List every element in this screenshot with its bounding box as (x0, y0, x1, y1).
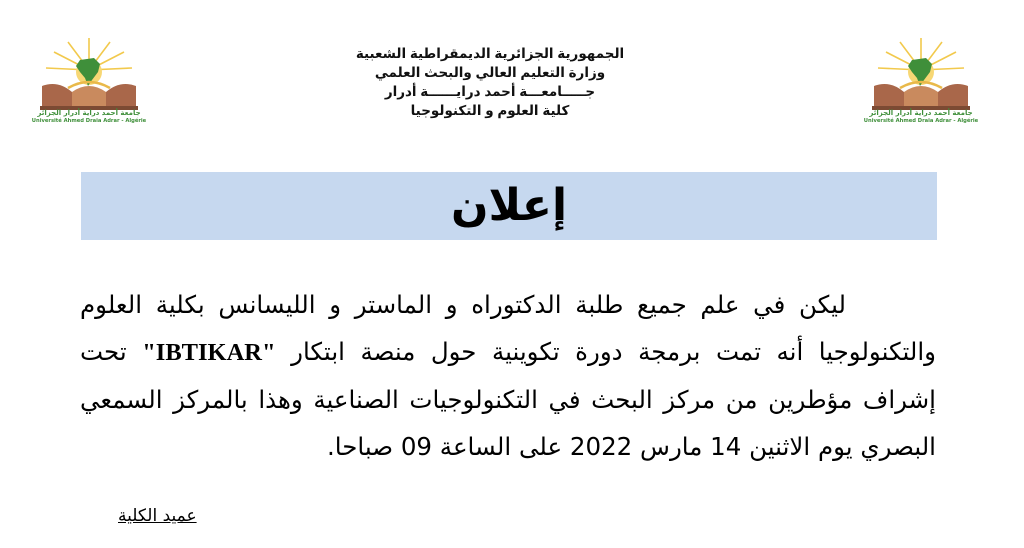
institution-header (330, 44, 650, 120)
header-faculty: كلية العلوم و التكنولوجيا (410, 103, 570, 118)
announcement-body (80, 281, 936, 470)
header-republic: الجمهورية الجزائرية الديمقراطية الشعبية (355, 46, 625, 61)
university-emblem-icon (28, 36, 150, 124)
university-logo-right (860, 36, 982, 124)
platform-name: "IBTIKAR" (142, 339, 276, 366)
university-emblem-icon (860, 36, 982, 124)
body-text-part1: ليكن في علم جميع طلبة الدكتوراه و الماستر و الليسانس بكلية العلوم والتكنولوجيا أنه تمت برمجة دورة تكوينية حول منصة ابتكار (80, 290, 936, 366)
university-logo-left (28, 36, 150, 124)
dean-signature-label: عميد الكلية (118, 506, 197, 526)
announcement-banner (81, 172, 937, 240)
body-text-part2: تحت إشراف مؤطرين من مركز البحث في التكنولوجيات الصناعية وهذا بالمركز السمعي البصري يوم الاثنين 14 مارس 2022 على الساعة 09 صباحا. (80, 337, 936, 461)
header-university: جـــــامعـــة أحمد درايــــــة أدرار (384, 84, 596, 99)
svg-text:جامعة أحمد دراية أدرار الجزائر: جامعة أحمد دراية أدرار الجزائر (37, 109, 141, 117)
svg-text:Université Ahmed Draia Adrar -: Université Ahmed Draia Adrar - Algérie (863, 118, 979, 124)
svg-text:جامعة أحمد دراية أدرار الجزائر: جامعة أحمد دراية أدرار الجزائر (869, 109, 973, 117)
svg-text:Université Ahmed Draia Adrar -: Université Ahmed Draia Adrar - Algérie (31, 118, 147, 124)
announcement-title: إعلان (450, 180, 568, 231)
header-ministry: وزارة التعليم العالي والبحث العلمي (374, 65, 606, 80)
